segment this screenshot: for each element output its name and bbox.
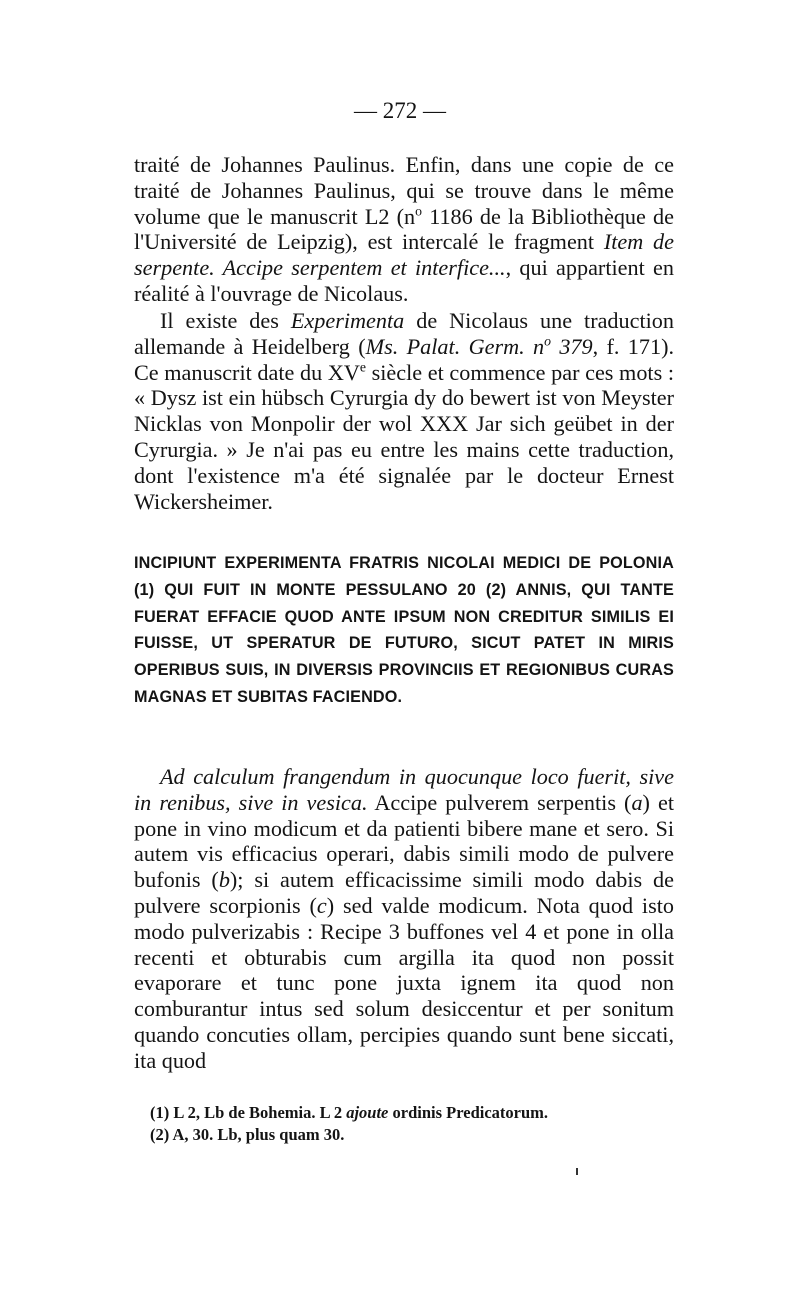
footnote-1 [150,1102,630,1124]
recipe-title: Ad calculum frangendum in quocunque loco fuerit, sive in renibus, sive in vesica. [134,764,674,815]
note-mark-a: a [631,789,643,815]
paragraph-3-text-2: ) et pone in vino modicum et da patienti bibere mane et sero. Si autem vis efficacius operari, dabis simili modo de pulvere bufonis ( [134,789,674,893]
print-mark [576,1168,578,1175]
paragraph-3-text-4: ) sed valde modicum. Nota quod isto modo pulverizabis : Recipe 3 buffones vel 4 et pone in olla recenti et obturabis cum argilla ita quod non possit evaporare et tunc pone juxta ignem ita quod non comburantur intus sed solum desiccentur et per sonitum quando concuties ollam, percipies quando sunt bene siccati, ita quod [134,892,674,1073]
paragraph-3-text-3: ); si autem efficacissime simili modo dabis de pulvere scorpionis ( [134,867,674,918]
note-mark-c: c [316,892,327,918]
paragraph-3 [134,764,674,1074]
paragraph-1 [134,152,674,307]
superscript: o [415,203,423,219]
superscript: e [359,359,366,375]
footnote-2: (2) A, 30. Lb, plus quam 30. [150,1125,345,1144]
paragraph-1-text-2: 1186 de la Bibliothèque de l'Université de Leipzig), est intercalé le fragment [134,203,674,255]
superscript: o [544,333,551,349]
note-mark-b: b [218,867,230,893]
paragraph-2-text-2: de Nicolaus une traduction allemande à Heidelberg ( [134,308,674,359]
paragraph-2-text: Il existe des [160,308,291,333]
manuscript-ref-text: Ms. Palat. Germ. n [365,333,545,359]
section-heading: INCIPIUNT EXPERIMENTA FRATRIS NICOLAI MEDICI DE POLONIA (1) QUI FUIT IN MONTE PESSULANO 20 (2) ANNIS, QUI TANTE FUERAT EFFACIE QUOD ANTE IPSUM NON CREDITUR SIMILIS EI FUISSE, UT SPERATUR DE FUTURO, SICUT PATET IN MIRIS OPERIBUS SUIS, IN DIVERSIS PROVINCIIS ET REGIONIBUS CURAS MAGNAS ET SUBITAS FACIENDO. [134,554,674,706]
footnotes [150,1102,630,1146]
paragraph-2-text-4: siècle et commence par ces mots : « Dysz ist ein hübsch Cyrurgia dy do bewert ist von Meyster Nicklas von Monpolir der wol XXX Jar sich geübet in der Cyrurgia. » Je n'ai pas eu entre les mains cette traduction, dont l'existence m'a été signalée par le docteur Ernest Wickersheimer. [134,359,675,514]
footnote-1-italic: ajoute [346,1103,389,1122]
page-number: — 272 — [354,98,446,123]
paragraph-3-text: Accipe pulverem serpentis ( [367,789,632,815]
manuscript-number: 379 [550,333,593,359]
footnote-1-text: (1) L 2, Lb de Bohemia. L 2 [150,1103,347,1122]
paragraph-2 [134,308,674,514]
paragraph-2-text-3: , f. 171). Ce manuscrit date du XV [134,333,675,385]
paragraph-1-text: traité de Johannes Paulinus. Enfin, dans une copie de ce traité de Johannes Paulinus, qui se trouve dans le même volume que le manuscrit L2 (n [134,152,674,229]
paragraph-1-text-3: , qui appartient en réalité à l'ouvrage de Nicolaus. [134,255,674,306]
footnote-1-text-2: ordinis Predicatorum. [388,1103,549,1122]
manuscript-reference [366,334,593,359]
italic-quote: Item de serpente. Accipe serpentem et interfice... [134,229,674,281]
italic-title: Experimenta [290,308,405,333]
